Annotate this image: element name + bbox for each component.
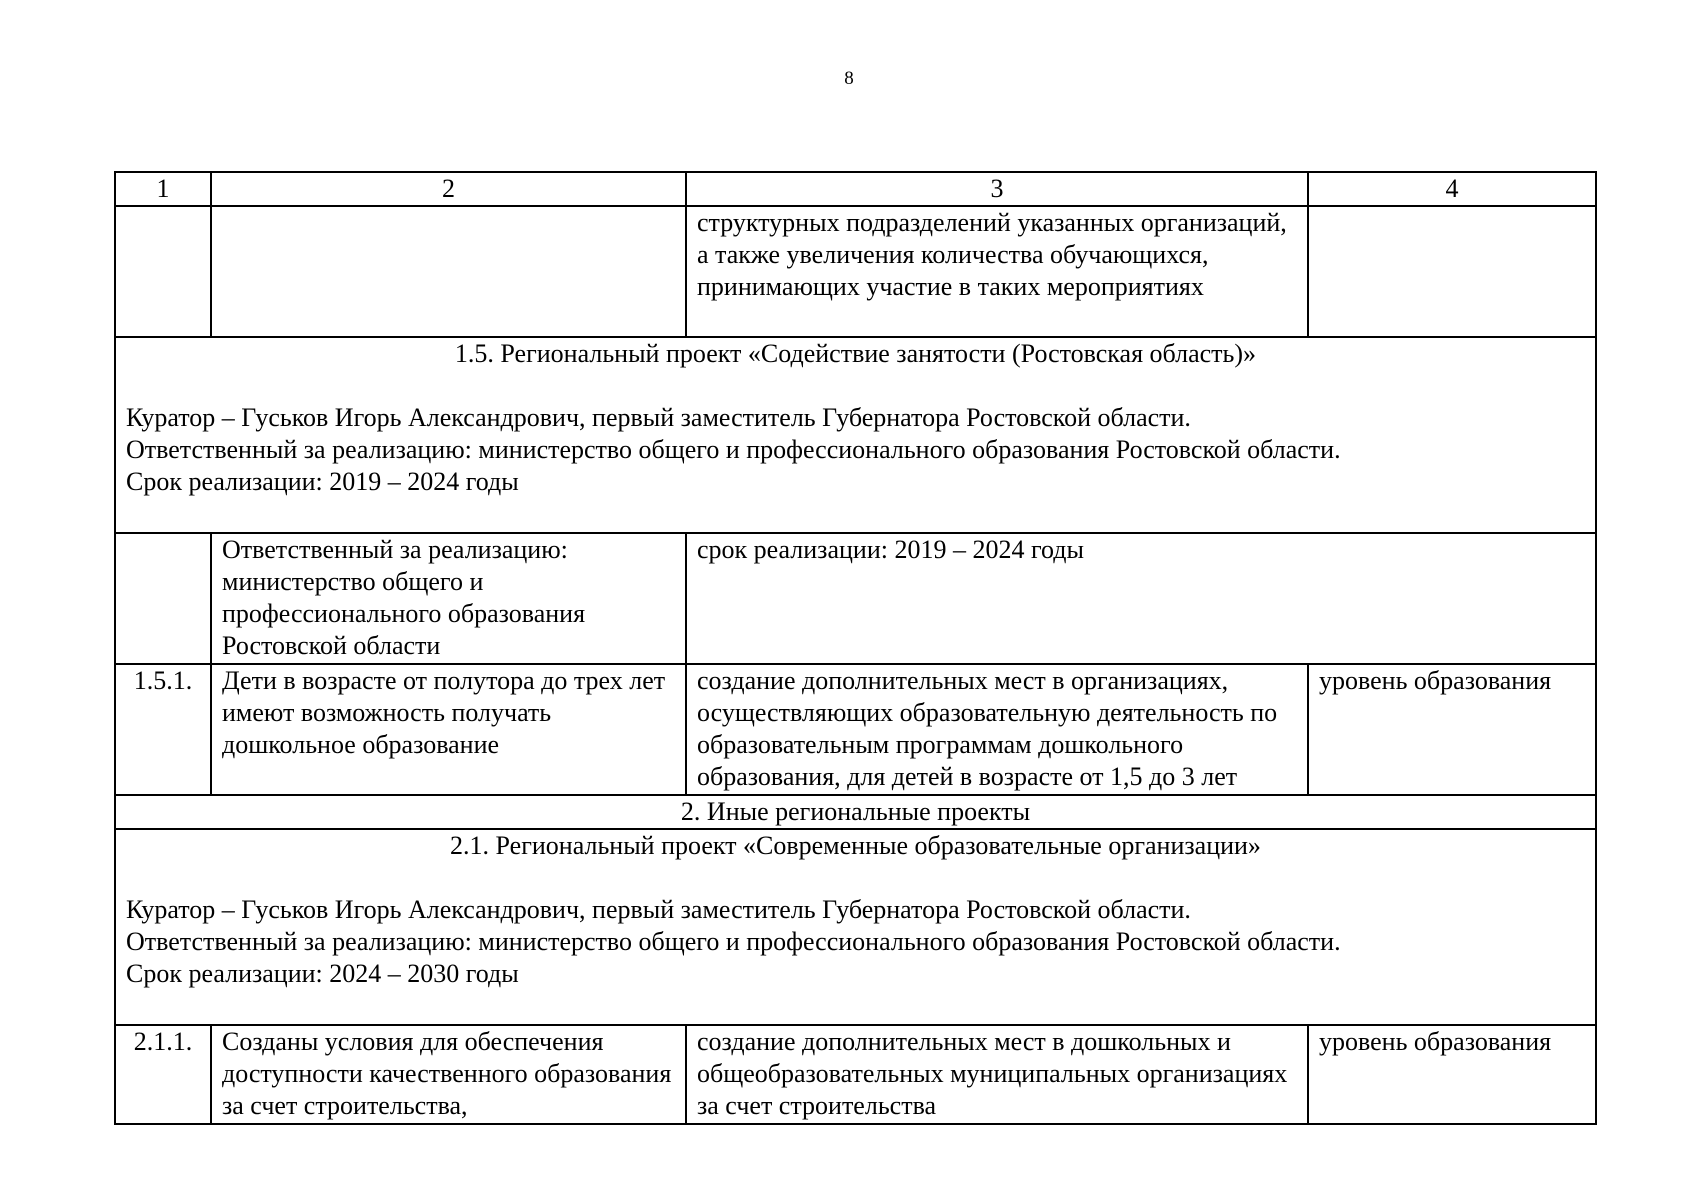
- task-2-1-1-row: [115, 1025, 1596, 1124]
- continuation-col4: [1308, 206, 1596, 337]
- column-number-2: 2: [211, 172, 686, 206]
- continuation-col2: [211, 206, 686, 337]
- task-2-1-1-link: уровень образования: [1308, 1025, 1596, 1124]
- page-number: 8: [844, 68, 854, 89]
- project-1-5-sub-term: срок реализации: 2019 – 2024 годы: [686, 533, 1596, 664]
- task-1-5-1-description: создание дополнительных мест в организациях, осуществляющих образовательную деятельность по образовательным программам дошкольного образования, для детей в возрасте от 1,5 до 3 лет: [686, 664, 1308, 795]
- column-number-3: 3: [686, 172, 1308, 206]
- project-1-5-curator: Куратор – Гуськов Игорь Александрович, первый заместитель Губернатора Ростовской области.: [126, 403, 1191, 432]
- project-1-5-responsible: Ответственный за реализацию: министерство общего и профессионального образования Ростовской области.: [126, 435, 1341, 464]
- project-2-1-responsible: Ответственный за реализацию: министерство общего и профессионального образования Ростовской области.: [126, 927, 1341, 956]
- task-1-5-1-row: [115, 664, 1596, 795]
- project-1-5-header: [115, 337, 1596, 533]
- task-2-1-1-number: 2.1.1.: [115, 1025, 211, 1124]
- project-1-5-header-row: [115, 337, 1596, 533]
- task-1-5-1-task: Дети в возрасте от полутора до трех лет имеют возможность получать дошкольное образование: [211, 664, 686, 795]
- task-1-5-1-number: 1.5.1.: [115, 664, 211, 795]
- continuation-row: [115, 206, 1596, 337]
- section-2-title: 2. Иные региональные проекты: [115, 795, 1596, 829]
- section-2-row: [115, 795, 1596, 829]
- task-2-1-1-task: Созданы условия для обеспечения доступности качественного образования за счет строительства,: [211, 1025, 686, 1124]
- continuation-text: структурных подразделений указанных организаций, а также увеличения количества обучающихся, принимающих участие в таких мероприятиях: [686, 206, 1308, 337]
- project-2-1-curator: Куратор – Гуськов Игорь Александрович, первый заместитель Губернатора Ростовской области.: [126, 895, 1191, 924]
- column-number-row: [115, 172, 1596, 206]
- column-number-4: 4: [1308, 172, 1596, 206]
- column-number-1: 1: [115, 172, 211, 206]
- continuation-col1: [115, 206, 211, 337]
- project-2-1-header: [115, 829, 1596, 1025]
- program-table: [114, 171, 1597, 1125]
- project-1-5-sub-col1: [115, 533, 211, 664]
- project-1-5-sub-row: [115, 533, 1596, 664]
- project-2-1-term: Срок реализации: 2024 – 2030 годы: [126, 959, 519, 988]
- project-2-1-header-row: [115, 829, 1596, 1025]
- project-1-5-sub-responsible: Ответственный за реализацию: министерство общего и профессионального образования Ростовской области: [211, 533, 686, 664]
- project-1-5-term: Срок реализации: 2019 – 2024 годы: [126, 467, 519, 496]
- project-1-5-title: 1.5. Региональный проект «Содействие занятости (Ростовская область)»: [454, 339, 1257, 368]
- project-2-1-title: 2.1. Региональный проект «Современные образовательные организации»: [450, 831, 1261, 860]
- task-1-5-1-link: уровень образования: [1308, 664, 1596, 795]
- task-2-1-1-description: создание дополнительных мест в дошкольных и общеобразовательных муниципальных организациях за счет строительства: [686, 1025, 1308, 1124]
